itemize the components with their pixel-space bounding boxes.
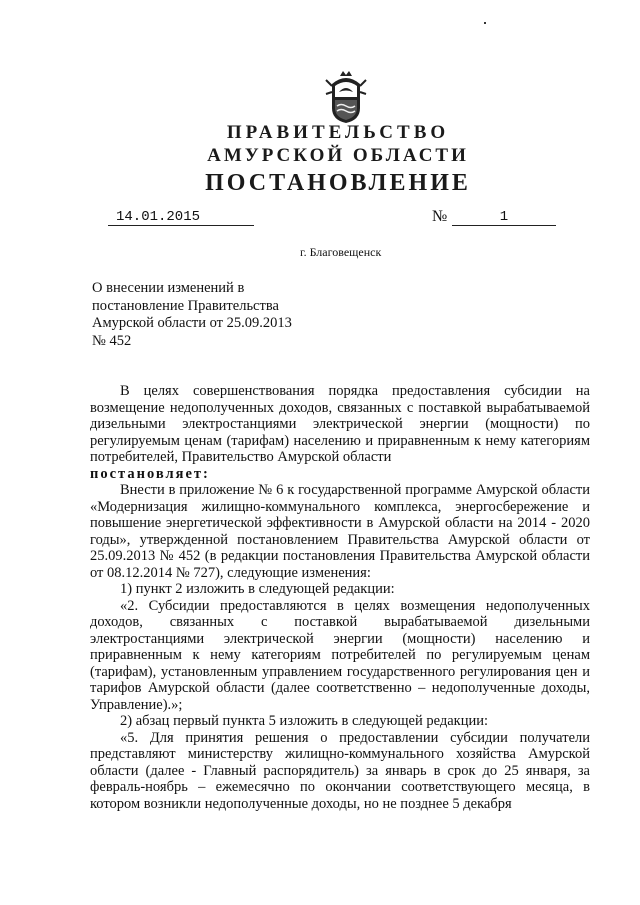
region-title: АМУРСКОЙ ОБЛАСТИ	[207, 145, 469, 166]
number-label: №	[432, 208, 448, 225]
city: г. Благовещенск	[300, 245, 382, 259]
paragraph-item-2: 2) абзац первый пункта 5 изложить в следующей редакции:	[120, 713, 489, 729]
subject-line: постановление Правительства	[92, 297, 279, 314]
coat-of-arms-icon	[324, 70, 368, 124]
document-type: ПОСТАНОВЛЕНИЕ	[205, 170, 471, 196]
paragraph-preamble: В целях совершенствования порядка предоставления субсидии на возмещение недополученных доходов, связанных с поставкой вырабатываемой дизельными электростанциями электрической энергии (мощности) по регулируемым ценам (тарифам) населению и приравненным к нему категориям потребителей, Правительство Амурской области	[90, 383, 590, 465]
document-date: 14.01.2015	[108, 209, 254, 226]
subject-line: Амурской области от 25.09.2013	[92, 315, 292, 331]
document-subject	[92, 280, 292, 350]
paragraph-clause-5: «5. Для принятия решения о предоставлении субсидии получатели представляют министерству жилищно-коммунального хозяйства Амурской области (далее - Главный распорядитель) за январь в срок до 25 января, за февраль-ноябрь – ежемесячно по окончании соответствующего месяца, в котором возникли недополученные доходы, но не позднее 5 декабря	[90, 729, 590, 812]
resolve-word: постановляет:	[90, 465, 210, 482]
paragraph-clause-2: «2. Субсидии предоставляются в целях возмещения недополученных доходов, связанных с поставкой вырабатываемой дизельными электростанциями электрической энергии (мощности) населению и приравненным к нему категориям потребителей по регулируемым ценам (тарифам), установленным управлением государственного регулирования цен и тарифов Амурской области (далее соответственно – недополученные доходы, Управление).»;	[90, 597, 590, 713]
paragraph-item-1: 1) пункт 2 изложить в следующей редакции:	[120, 581, 395, 597]
paragraph-amendment: Внести в приложение № 6 к государственной программе Амурской области «Модернизация жилищно-коммунального комплекса, энергосбережение и повышение энергетической эффективности в Амурской области на 2014 - 2020 годы», утвержденной постановлением Правительства Амурской области от 25.09.2013 № 452 (в редакции постановления Правительства Амурской области от 08.12.2014 № 727), следующие изменения:	[90, 482, 590, 581]
subject-line: О внесении изменений в	[92, 280, 245, 296]
scan-dot	[484, 22, 486, 24]
document-body	[90, 383, 590, 812]
government-title: ПРАВИТЕЛЬСТВО	[226, 122, 450, 143]
subject-line: № 452	[92, 332, 132, 349]
document-number: 1	[452, 209, 556, 226]
